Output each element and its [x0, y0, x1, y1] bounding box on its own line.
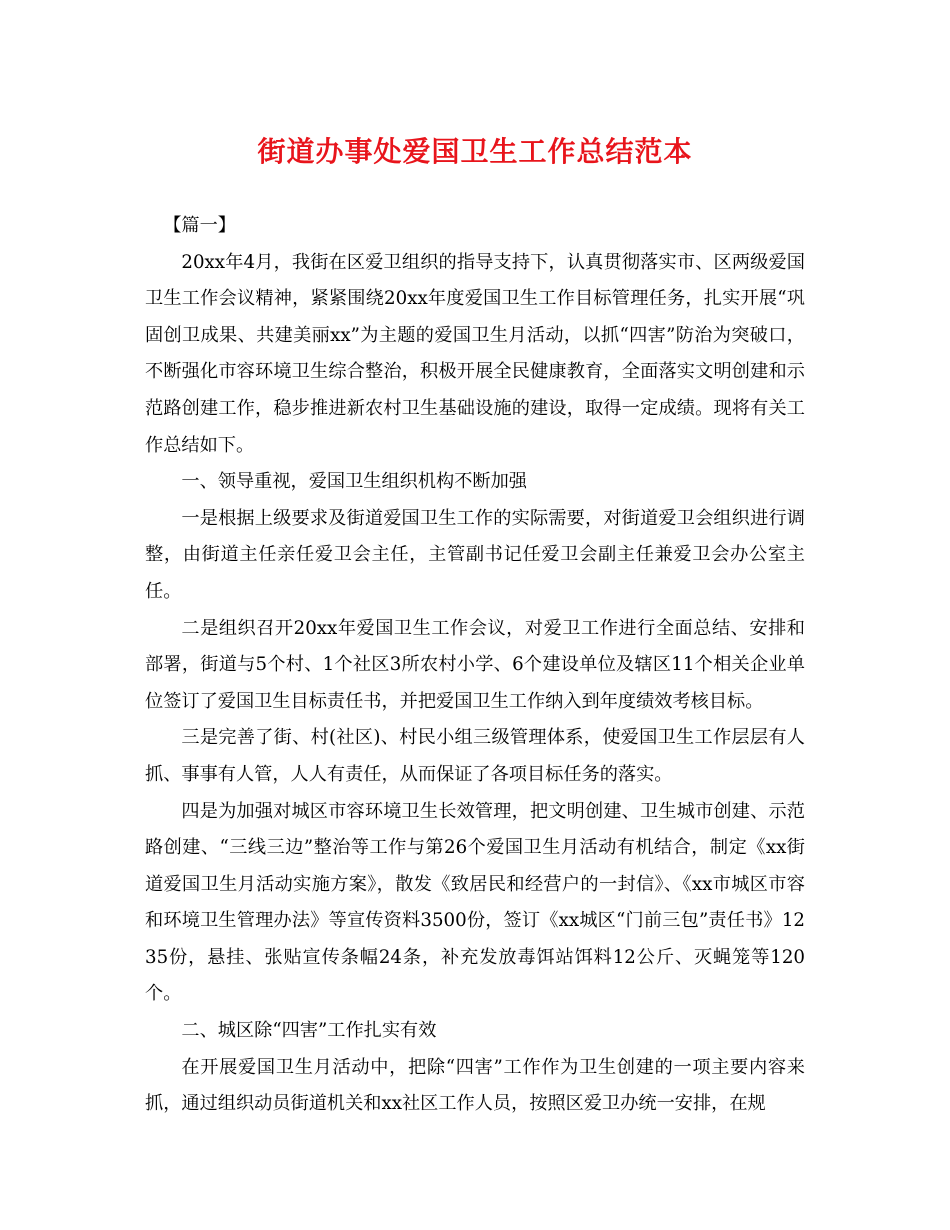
body-paragraph: 一是根据上级要求及街道爱国卫生工作的实际需要，对街道爱卫会组织进行调整，由街道主任亲任爱卫会主任，主管副书记任爱卫会副主任兼爱卫会办公室主任。: [145, 507, 805, 602]
section-label: 【篇一】: [163, 215, 236, 236]
document-title: 街道办事处爱国卫生工作总结范本: [257, 135, 693, 168]
section-heading-1: 一、领导重视，爱国卫生组织机构不断加强: [181, 471, 527, 493]
document-body: [145, 208, 805, 1123]
section-heading-2: 二、城区除“四害”工作扎实有效: [181, 1020, 437, 1042]
body-paragraph: 在开展爱国卫生月活动中，把除“四害”工作作为卫生创建的一项主要内容来抓，通过组织动员街道机关和xx社区工作人员，按照区爱卫办统一安排，在规: [145, 1056, 805, 1115]
body-paragraph: 三是完善了街、村(社区)、村民小组三级管理体系，使爱国卫生工作层层有人抓、事事有人管，人人有责任，从而保证了各项目标任务的落实。: [145, 727, 805, 785]
body-paragraph: 四是为加强对城区市容环境卫生长效管理，把文明创建、卫生城市创建、示范路创建、“三线三边”整治等工作与第26个爱国卫生月活动有机结合，制定《xx街道爱国卫生月活动实施方案》，散发《致居民和经营户的一封信》、《xx市城区市容和环境卫生管理办法》等宣传资料3500份，签订《xx城区“门前三包”责任书》1235份，悬挂、张贴宣传条幅24条，补充发放毒饵站饵料12公斤、灭蝇笼等120个。: [145, 800, 805, 1005]
intro-paragraph: 20xx年4月，我街在区爱卫组织的指导支持下，认真贯彻落实市、区两级爱国卫生工作会议精神，紧紧围绕20xx年度爱国卫生工作目标管理任务，扎实开展“巩固创卫成果、共建美丽xx”为主题的爱国卫生月活动，以抓“四害”防治为突破口，不断强化市容环境卫生综合整治，积极开展全民健康教育，全面落实文明创建和示范路创建工作，稳步推进新农村卫生基础设施的建设，取得一定成绩。现将有关工作总结如下。: [145, 251, 805, 456]
body-paragraph: 二是组织召开20xx年爱国卫生工作会议，对爱卫工作进行全面总结、安排和部署，街道与5个村、1个社区3所农村小学、6个建设单位及辖区11个相关企业单位签订了爱国卫生目标责任书，并把爱国卫生工作纳入到年度绩效考核目标。: [145, 617, 805, 712]
